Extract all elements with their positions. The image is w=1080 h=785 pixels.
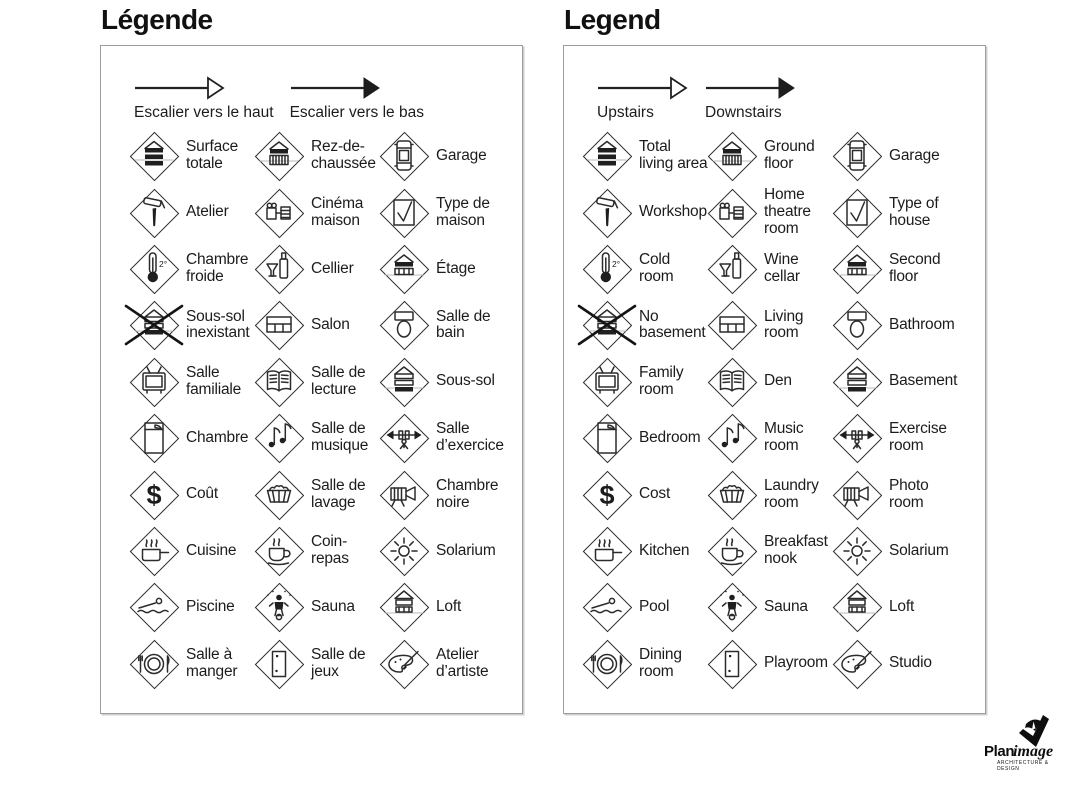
legend-item-label: Sauna <box>311 597 355 615</box>
legend-item <box>255 466 380 522</box>
family-room-icon <box>130 358 178 406</box>
stairs-up-arrow-icon <box>597 76 689 100</box>
legend-item <box>708 354 833 410</box>
legend-item-label: Atelier d’artiste <box>436 645 489 680</box>
legend-box-english <box>563 45 986 714</box>
legend-item <box>833 579 968 635</box>
legend-item-label: Kitchen <box>639 541 690 559</box>
legend-item <box>708 466 833 522</box>
ground-floor-icon <box>255 132 303 180</box>
legend-item <box>380 466 515 522</box>
pool-icon <box>583 583 631 631</box>
second-floor-icon <box>380 245 428 293</box>
legend-item <box>583 128 708 184</box>
home-theatre-icon <box>255 189 303 237</box>
legend-item <box>255 128 380 184</box>
playroom-icon <box>708 640 756 688</box>
legend-item-label: Garage <box>436 146 487 164</box>
den-icon <box>708 358 756 406</box>
legend-item <box>833 636 968 692</box>
legend-item <box>130 523 255 579</box>
legend-item-label: Total living area <box>639 138 708 173</box>
pool-icon <box>130 583 178 631</box>
type-of-house-icon <box>380 189 428 237</box>
legend-item-label: Loft <box>436 597 462 615</box>
ground-floor-icon <box>708 132 756 180</box>
legend-item-label: Studio <box>889 654 932 672</box>
legend-item-label: Laundry room <box>764 476 819 511</box>
legend-item <box>708 523 833 579</box>
exercise-room-icon <box>833 414 881 462</box>
legend-item <box>708 410 833 466</box>
legend-item-label: Pool <box>639 597 670 615</box>
legend-item <box>583 241 708 297</box>
legend-item-label: Salle de lecture <box>311 364 366 398</box>
living-room-icon <box>708 301 756 349</box>
exercise-room-icon <box>380 414 428 462</box>
home-theatre-icon <box>708 189 756 237</box>
legend-item-label: Playroom <box>764 654 828 672</box>
legend-item-label: Breakfast nook <box>764 533 828 567</box>
legend-item-label: Ground floor <box>764 138 815 173</box>
legend-item-label: Coin-repas <box>311 533 349 567</box>
legend-item-label: Cuisine <box>186 541 237 559</box>
legend-item-label: Bathroom <box>889 316 955 333</box>
stairs-down-label: Escalier vers le bas <box>289 104 424 121</box>
studio-icon <box>833 640 881 688</box>
legend-item <box>130 184 255 240</box>
legend-item <box>833 410 968 466</box>
legend-item <box>380 579 515 635</box>
type-of-house-icon <box>833 189 881 237</box>
legend-item <box>130 354 255 410</box>
music-room-icon <box>255 414 303 462</box>
garage-icon <box>380 132 428 180</box>
photo-room-icon <box>380 471 428 519</box>
legend-item-label: Chambre noire <box>436 476 499 511</box>
legend-grid-english <box>583 128 968 692</box>
legend-item-label: Photo room <box>889 476 929 511</box>
legend-item <box>583 579 708 635</box>
legend-item <box>130 636 255 692</box>
second-floor-icon <box>833 245 881 293</box>
legend-item <box>130 297 255 353</box>
workshop-icon <box>583 189 631 237</box>
legend-item-label: Type de maison <box>436 194 490 229</box>
cost-icon <box>130 471 178 519</box>
stairs-down-legend <box>705 76 797 122</box>
legend-item-label: Music room <box>764 420 804 455</box>
legend-item <box>833 354 968 410</box>
legend-item-label: Salle d’exercice <box>436 420 504 455</box>
stairs-down-label: Downstairs <box>705 104 782 121</box>
legend-item <box>833 466 968 522</box>
legend-item-label: Cost <box>639 485 671 503</box>
wine-cellar-icon <box>708 245 756 293</box>
den-icon <box>255 358 303 406</box>
legend-item <box>255 523 380 579</box>
legend-item-label: Salle familiale <box>186 364 242 398</box>
legend-item <box>255 579 380 635</box>
legend-item <box>255 410 380 466</box>
page-title: Legend <box>564 4 661 35</box>
brand-tagline: ARCHITECTURE & DESIGN <box>997 760 1049 772</box>
legend-item-label: Sauna <box>764 597 808 615</box>
legend-item-label: Type of house <box>889 194 939 229</box>
legend-item-label: Cinéma maison <box>311 194 364 229</box>
legend-item <box>708 241 833 297</box>
music-room-icon <box>708 414 756 462</box>
laundry-room-icon <box>708 471 756 519</box>
living-room-icon <box>255 301 303 349</box>
legend-item <box>708 128 833 184</box>
brand-plan: Plan <box>984 743 1015 760</box>
planimage-logo <box>984 714 1072 780</box>
sauna-icon <box>255 583 303 631</box>
svg-text:2°: 2° <box>612 258 621 269</box>
legend-item <box>380 523 515 579</box>
legend-item <box>583 184 708 240</box>
legend-item-label: Basement <box>889 372 958 390</box>
legend-item <box>255 297 380 353</box>
legend-item-label: Salle de jeux <box>311 645 366 680</box>
bathroom-icon <box>380 301 428 349</box>
legend-item-label: Cold room <box>639 251 674 285</box>
no-basement-icon <box>130 301 178 349</box>
legend-item-label: Wine cellar <box>764 251 800 285</box>
legend-item-label: Surface totale <box>186 138 239 173</box>
workshop-icon <box>130 189 178 237</box>
bedroom-icon <box>583 414 631 462</box>
family-room-icon <box>583 358 631 406</box>
stairs-up-label: Escalier vers le haut <box>134 104 274 121</box>
dining-room-icon <box>130 640 178 688</box>
wine-cellar-icon <box>255 245 303 293</box>
legend-item <box>833 241 968 297</box>
cost-icon <box>583 471 631 519</box>
svg-text:$: $ <box>599 479 615 510</box>
legend-item-label: Garage <box>889 146 940 164</box>
loft-icon <box>833 583 881 631</box>
legend-box-french <box>100 45 523 714</box>
stairs-arrows <box>597 76 797 122</box>
legend-item <box>380 297 515 353</box>
kitchen-icon <box>583 527 631 575</box>
legend-item-label: Living room <box>764 307 804 342</box>
legend-item <box>708 297 833 353</box>
legend-item-label: Salle de bain <box>436 307 491 342</box>
legend-item <box>380 184 515 240</box>
laundry-room-icon <box>255 471 303 519</box>
legend-item <box>255 636 380 692</box>
solarium-icon <box>380 527 428 575</box>
legend-item-label: Salon <box>311 316 350 333</box>
legend-item-label: Bedroom <box>639 428 701 446</box>
stairs-arrows <box>134 76 424 122</box>
legend-item <box>130 410 255 466</box>
stairs-up-legend <box>597 76 689 122</box>
brand-name <box>984 744 1072 760</box>
legend-item-label: Sous-sol inexistant <box>186 307 250 342</box>
cold-room-icon <box>130 245 178 293</box>
legend-item <box>380 241 515 297</box>
legend-item-label: Workshop <box>639 203 707 221</box>
total-area-icon <box>130 132 178 180</box>
legend-item <box>380 410 515 466</box>
cross-out-icon <box>124 295 184 355</box>
legend-item-label: Salle à manger <box>186 645 238 680</box>
brand-image: image <box>1013 743 1054 760</box>
legend-item-label: Solarium <box>436 541 496 559</box>
legend-item <box>380 128 515 184</box>
legend-item-label: Rez-de-chaussée <box>311 138 376 173</box>
legend-item <box>130 128 255 184</box>
breakfast-nook-icon <box>708 527 756 575</box>
legend-item-label: Atelier <box>186 203 229 221</box>
garage-icon <box>833 132 881 180</box>
legend-item <box>130 579 255 635</box>
legend-item-label: Coût <box>186 485 218 503</box>
legend-item-label: Chambre <box>186 428 249 446</box>
svg-text:2°: 2° <box>159 258 168 269</box>
legend-item <box>583 410 708 466</box>
playroom-icon <box>255 640 303 688</box>
legend-item <box>255 184 380 240</box>
legend-item <box>833 297 968 353</box>
legend-item-label: Den <box>764 372 792 390</box>
legend-panel-english <box>563 4 986 714</box>
legend-panel-french <box>100 4 523 714</box>
legend-item <box>708 184 833 240</box>
sauna-icon <box>708 583 756 631</box>
legend-item-label: Home theatre room <box>764 186 811 237</box>
legend-item-label: Salle de musique <box>311 420 369 455</box>
legend-item-label: Étage <box>436 259 476 277</box>
legend-item <box>833 184 968 240</box>
legend-item <box>380 636 515 692</box>
legend-item-label: Dining room <box>639 645 682 680</box>
legend-item-label: Chambre froide <box>186 251 249 285</box>
legend-item <box>708 636 833 692</box>
basement-icon <box>833 358 881 406</box>
studio-icon <box>380 640 428 688</box>
stairs-down-legend <box>290 76 424 122</box>
legend-item <box>833 128 968 184</box>
dining-room-icon <box>583 640 631 688</box>
legend-item <box>583 636 708 692</box>
legend-item-label: No basement <box>639 307 706 342</box>
stairs-up-arrow-icon <box>134 76 226 100</box>
legend-grid-french <box>130 128 515 692</box>
legend-item-label: Solarium <box>889 541 949 559</box>
bathroom-icon <box>833 301 881 349</box>
photo-room-icon <box>833 471 881 519</box>
legend-item-label: Loft <box>889 597 915 615</box>
legend-item <box>380 354 515 410</box>
legend-item <box>255 241 380 297</box>
legend-item <box>583 466 708 522</box>
breakfast-nook-icon <box>255 527 303 575</box>
legend-item-label: Salle de lavage <box>311 476 366 511</box>
cold-room-icon <box>583 245 631 293</box>
legend-item <box>708 579 833 635</box>
legend-item-label: Cellier <box>311 259 354 277</box>
legend-item-label: Sous-sol <box>436 372 495 390</box>
legend-item-label: Second floor <box>889 251 941 285</box>
legend-item-label: Piscine <box>186 597 235 615</box>
loft-icon <box>380 583 428 631</box>
legend-item <box>583 297 708 353</box>
kitchen-icon <box>130 527 178 575</box>
legend-item-label: Exercise room <box>889 420 947 455</box>
basement-icon <box>380 358 428 406</box>
total-area-icon <box>583 132 631 180</box>
legend-item <box>255 354 380 410</box>
legend-item <box>833 523 968 579</box>
bedroom-icon <box>130 414 178 462</box>
legend-item <box>130 466 255 522</box>
cross-out-icon <box>577 295 637 355</box>
legend-item-label: Family room <box>639 364 684 398</box>
legend-item <box>130 241 255 297</box>
page-title: Légende <box>101 4 213 35</box>
solarium-icon <box>833 527 881 575</box>
legend-item <box>583 354 708 410</box>
stairs-down-arrow-icon <box>290 76 382 100</box>
legend-item <box>583 523 708 579</box>
svg-text:$: $ <box>146 479 162 510</box>
no-basement-icon <box>583 301 631 349</box>
stairs-up-label: Upstairs <box>597 104 654 121</box>
stairs-down-arrow-icon <box>705 76 797 100</box>
stairs-up-legend <box>134 76 274 122</box>
